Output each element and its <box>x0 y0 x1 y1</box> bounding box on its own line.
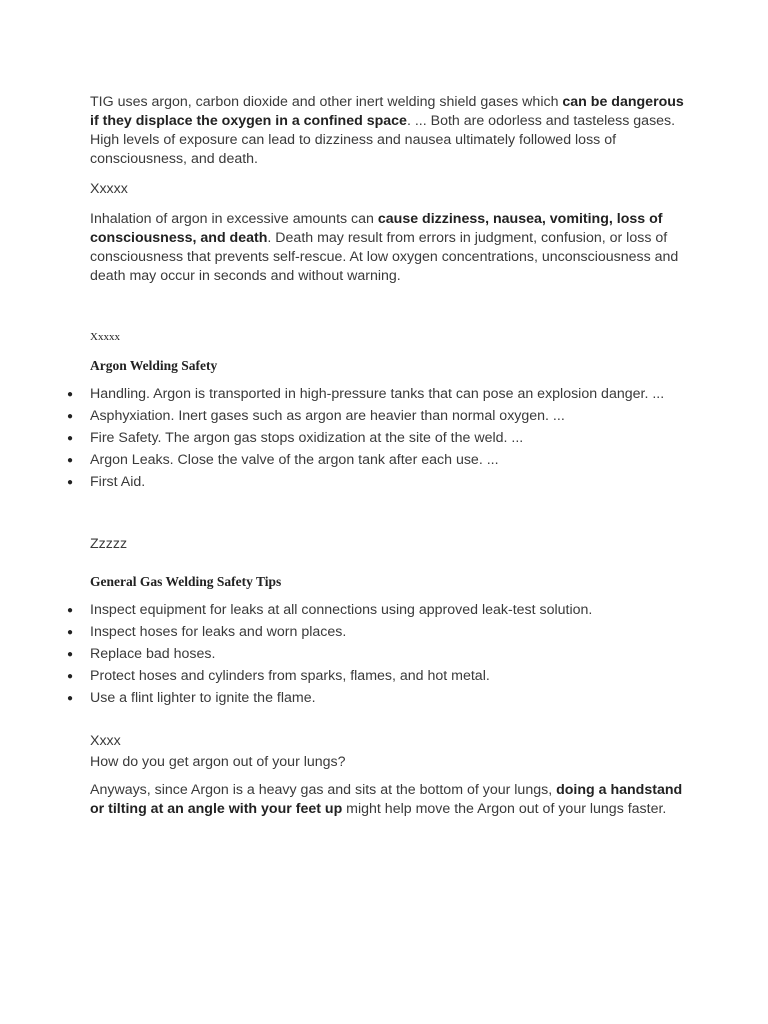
bullet-icon: ● <box>67 389 74 400</box>
bullet-icon: ● <box>67 605 74 616</box>
list-item-text: Argon Leaks. Close the valve of the argon tank after each use. ... <box>90 451 499 468</box>
paragraph-bold: doing a handstand or tilting at an angle with your feet up <box>90 782 683 817</box>
list-item-text: Inspect equipment for leaks at all connections using approved leak-test solution. <box>90 602 593 618</box>
paragraph-tig-gases <box>90 93 690 169</box>
paragraph-text: TIG uses argon, carbon dioxide and other inert welding shield gases which <box>90 94 563 110</box>
paragraph-text: Inhalation of argon in excessive amounts can <box>90 211 378 227</box>
paragraph-text: might help move the Argon out of your lungs faster. <box>342 801 667 817</box>
gas-welding-tips-list <box>60 601 680 710</box>
list-item <box>60 407 680 426</box>
list-item-text: Asphyxiation. Inert gases such as argon are heavier than normal oxygen. ... <box>90 407 565 424</box>
list-item-text: Use a flint lighter to ignite the flame. <box>90 689 316 706</box>
bullet-icon: ● <box>67 692 74 704</box>
paragraph-argon-lungs <box>90 781 690 819</box>
marker-text: Xxxxx <box>90 181 128 197</box>
list-item-text: First Aid. <box>90 473 146 490</box>
paragraph-bold: cause dizziness, nausea, vomiting, loss of consciousness, and death <box>90 211 663 246</box>
list-item-text: Replace bad hoses. <box>90 645 216 662</box>
paragraph-text: . ... Both are odorless and tasteless gases. High levels of exposure can lead to dizziness and nausea ultimately followed loss of consciousness, and death. <box>90 113 676 167</box>
bullet-icon: ● <box>67 410 74 422</box>
marker-text: Xxxx <box>90 733 121 749</box>
paragraph-text: Anyways, since Argon is a heavy gas and sits at the bottom of your lungs, <box>90 782 557 798</box>
bullet-icon: ● <box>67 670 74 682</box>
section-heading: Argon Welding Safety <box>90 358 218 373</box>
section-heading: General Gas Welding Safety Tips <box>90 574 282 589</box>
list-item <box>60 385 680 404</box>
list-item <box>60 667 680 686</box>
bullet-icon: ● <box>67 432 74 444</box>
list-item <box>60 451 680 470</box>
question-text: How do you get argon out of your lungs? <box>90 754 346 770</box>
bullet-icon: ● <box>67 454 74 466</box>
marker-text: Zzzzz <box>90 536 128 552</box>
bullet-icon: ● <box>67 476 74 488</box>
paragraph-text: . Death may result from errors in judgment, confusion, or loss of consciousness that prevents self-rescue. At low oxygen concentrations, unconsciousness and death may occur in seconds and without warning. <box>90 230 679 284</box>
list-item <box>60 689 680 708</box>
argon-safety-list <box>60 385 680 494</box>
list-item-text: Fire Safety. The argon gas stops oxidization at the site of the weld. ... <box>90 429 524 446</box>
list-item <box>60 623 680 642</box>
bullet-icon: ● <box>67 648 74 660</box>
list-item <box>60 473 680 492</box>
paragraph-inhalation <box>90 210 690 286</box>
list-item-text: Handling. Argon is transported in high-pressure tanks that can pose an explosion danger. ... <box>90 386 665 402</box>
bullet-icon: ● <box>67 626 74 638</box>
list-item <box>60 601 680 620</box>
list-item <box>60 429 680 448</box>
list-item <box>60 645 680 664</box>
list-item-text: Protect hoses and cylinders from sparks, flames, and hot metal. <box>90 667 490 684</box>
marker-text: Xxxxx <box>90 331 120 343</box>
list-item-text: Inspect hoses for leaks and worn places. <box>90 623 347 640</box>
paragraph-bold: can be dangerous if they displace the oxygen in a confined space <box>90 94 684 129</box>
